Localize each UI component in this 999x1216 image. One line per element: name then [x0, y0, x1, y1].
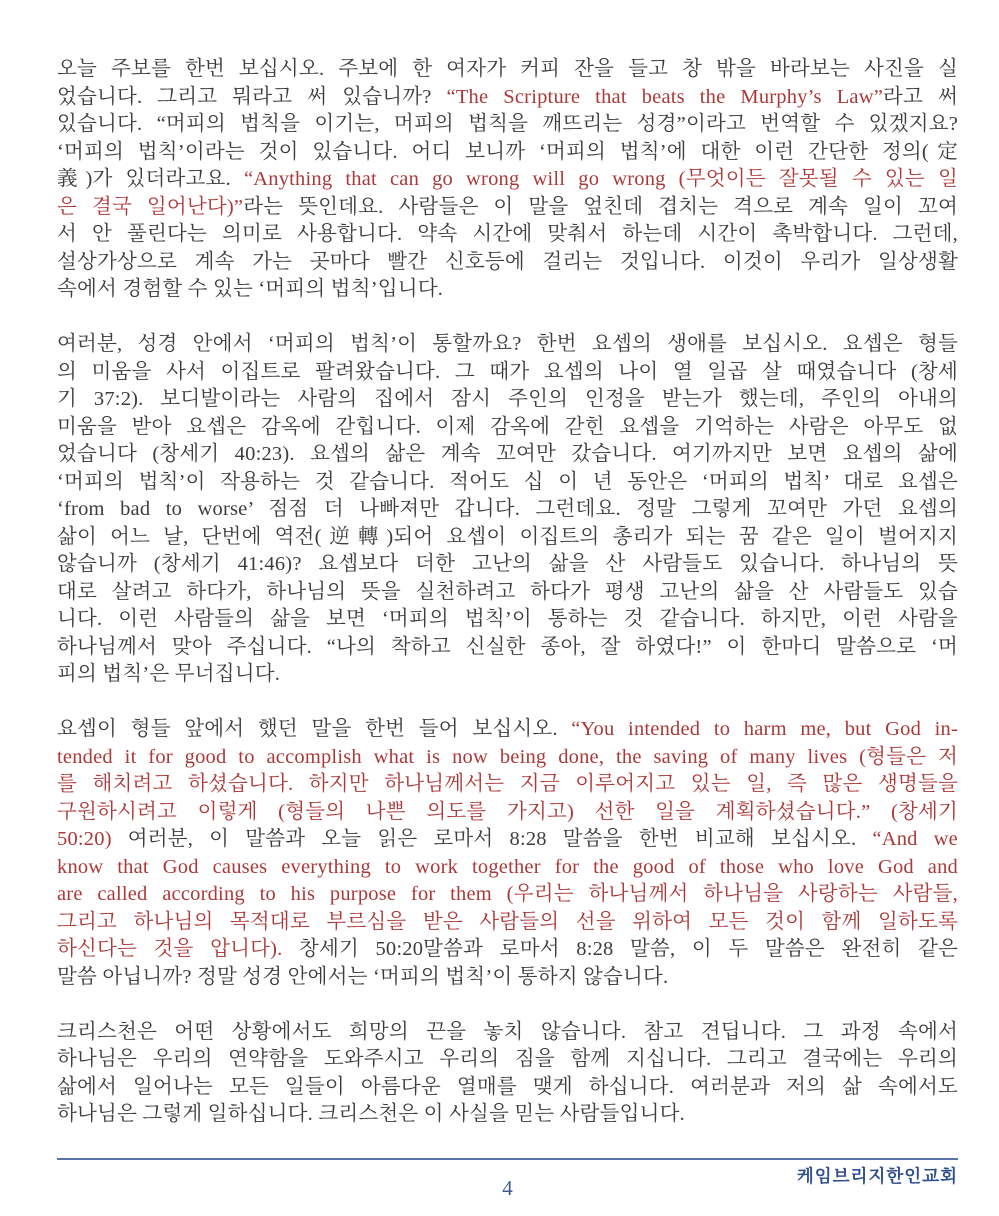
text-run: 있습니다. “머피의 법칙을 이기는, 머피의 법칙을 깨뜨리는 성경”이라고 번역할 수 있겠지요? — [57, 113, 958, 135]
text-run: ‘머피의 법칙’이 작용하는 것 같습니다. 적어도 십 이 년 동안은 ‘머피의 법칙’ 대로 요셉은 — [57, 470, 958, 493]
text-run: 삶에서 일어나는 모든 일들이 아름다운 열매를 맺게 하십니다. 여러분과 저의 삶 속에서도 — [57, 1075, 958, 1098]
text-line — [57, 661, 958, 689]
text-line — [57, 799, 958, 827]
text-line — [57, 276, 958, 304]
text-line — [57, 414, 958, 442]
paragraph — [57, 56, 958, 304]
text-line — [57, 221, 958, 249]
text-run: 하나님은 그렇게 일하십니다. 크리스천은 이 사실을 믿는 사람들입니다. — [57, 1103, 686, 1125]
text-run: 말씀 아닙니까? 정말 성경 안에서는 ‘머피의 법칙’이 통하지 않습니다. — [57, 965, 669, 988]
text-run: 않습니까 (창세기 41:46)? 요셉보다 더한 고난의 삶을 산 사람들도 있습니다. 하나님의 뜻 — [57, 553, 958, 575]
scripture-quote-run: 은 결국 일어난다)” — [57, 195, 244, 218]
text-run: 요셉이 형들 앞에서 했던 말을 한번 들어 보십시오. — [57, 718, 572, 740]
text-line — [57, 84, 958, 112]
scripture-quote-run: “The Scripture that beats the Murphy’s Law” — [446, 85, 884, 108]
text-run: ‘from bad to worse’ 점점 더 나빠져만 갑니다. 그런데요. 정말 그렇게 꼬여만 가던 요셉의 — [57, 498, 958, 520]
text-line — [57, 139, 958, 167]
text-run: 여러분, 성경 안에서 ‘머피의 법칙’이 통할까요? 한번 요셉의 생애를 보십시오. 요셉은 형들 — [57, 333, 958, 355]
page-number: 4 — [502, 1176, 513, 1200]
text-line — [57, 634, 958, 662]
text-line — [57, 56, 958, 84]
text-line — [57, 524, 958, 552]
page-footer — [57, 1158, 958, 1214]
text-run: 오늘 주보를 한번 보십시오. 주보에 한 여자가 커피 잔을 들고 창 밖을 바라보는 사진을 실 — [57, 58, 958, 80]
paragraph — [57, 331, 958, 689]
text-run: 하나님께서 맞아 주십니다. “나의 착하고 신실한 종아, 잘 하였다!” 이 한마디 말씀으로 ‘머 — [57, 635, 958, 658]
text-line — [57, 551, 958, 579]
text-line — [57, 964, 958, 992]
text-run: 었습니다. 그리고 뭐라고 써 있습니까? — [57, 85, 447, 108]
scripture-quote-run: “You intended to harm me, but God in- — [571, 718, 959, 740]
text-line — [57, 496, 958, 524]
text-line — [57, 166, 958, 194]
text-run: 미움을 받아 요셉은 감옥에 갇힙니다. 이제 감옥에 갇힌 요셉을 기억하는 사람은 아무도 없 — [57, 415, 958, 438]
text-run: 대로 살려고 하다가, 하나님의 뜻을 실천하려고 하다가 평생 고난의 삶을 산 사람들도 있습 — [57, 580, 958, 603]
text-line — [57, 469, 958, 497]
scripture-quote-run: 그리고 하나님의 목적대로 부르심을 받은 사람들의 선을 위하여 모든 것이 함께 일하도록 — [57, 910, 958, 933]
text-line — [57, 744, 958, 772]
scripture-quote-run: are called according to his purpose for them (우리는 하나님께서 하나님을 사랑하는 사람들, — [57, 883, 958, 905]
text-line — [57, 1019, 958, 1047]
text-run: 하나님은 우리의 연약함을 도와주시고 우리의 짐을 함께 지십니다. 그리고 결국에는 우리의 — [57, 1048, 958, 1070]
text-run: 라고 써 — [883, 85, 959, 108]
text-line — [57, 386, 958, 414]
scripture-quote-run: know that God causes everything to work together for the good of those who love God and — [57, 855, 958, 878]
scripture-quote-run: 50:20) — [57, 828, 128, 850]
text-line — [57, 441, 958, 469]
text-run: 속에서 경험할 수 있는 ‘머피의 법칙’입니다. — [57, 278, 444, 300]
text-run: 義)가 있더라고요. — [57, 168, 244, 190]
text-line — [57, 771, 958, 799]
scripture-quote-run: tended it for good to accomplish what is now being done, the saving of many lives (형들은 저 — [57, 745, 958, 768]
text-line — [57, 579, 958, 607]
text-run: 창세기 50:20말씀과 로마서 8:28 말씀, 이 두 말씀은 완전히 같은 — [298, 938, 958, 960]
church-name: 케임브리지한인교회 — [796, 1166, 958, 1186]
text-line — [57, 194, 958, 222]
text-run: 설상가상으로 계속 가는 곳마다 빨간 신호등에 걸리는 것입니다. 이것이 우리가 일상생활 — [57, 250, 958, 273]
scripture-quote-run: “And we — [872, 828, 958, 850]
text-run: 크리스천은 어떤 상황에서도 희망의 끈을 놓치 않습니다. 참고 견딥니다. 그 과정 속에서 — [57, 1020, 958, 1043]
text-line — [57, 826, 958, 854]
text-run: 피의 법칙’은 무너집니다. — [57, 663, 281, 685]
text-line — [57, 936, 958, 964]
text-run: 삶이 어느 날, 단번에 역전(逆轉)되어 요셉이 이집트의 총리가 되는 꿈 같은 일이 벌어지지 — [57, 525, 958, 548]
text-line — [57, 1101, 958, 1129]
text-line — [57, 249, 958, 277]
text-line — [57, 881, 958, 909]
text-line — [57, 359, 958, 387]
text-run: 기 37:2). 보디발이라는 사람의 집에서 잠시 주인의 인정을 받는가 했는데, 주인의 아내의 — [57, 388, 958, 410]
text-line — [57, 854, 958, 882]
text-run: 의 미움을 사서 이집트로 팔려왔습니다. 그 때가 요셉의 나이 열 일곱 살 때였습니다 (창세 — [57, 360, 958, 383]
text-line — [57, 1074, 958, 1102]
paragraph — [57, 716, 958, 991]
paragraph — [57, 1019, 958, 1129]
text-run: 니다. 이런 사람들의 삶을 보면 ‘머피의 법칙’이 통하는 것 같습니다. 하지만, 이런 사람을 — [57, 608, 958, 630]
text-line — [57, 716, 958, 744]
sermon-body — [57, 56, 958, 1156]
text-run: 라는 뜻인데요. 사람들은 이 말을 엎친데 겹치는 격으로 계속 일이 꼬여 — [243, 195, 958, 218]
scripture-quote-run: 를 해치려고 하셨습니다. 하지만 하나님께서는 지금 이루어지고 있는 일, 즉 많은 생명들을 — [57, 773, 958, 795]
scripture-quote-run: 구원하시려고 이렇게 (형들의 나쁜 의도를 가지고) 선한 일을 계획하셨습니다.” (창세기 — [57, 800, 958, 823]
text-run: 여러분, 이 말씀과 오늘 읽은 로마서 8:28 말씀을 한번 비교해 보십시오. — [127, 828, 873, 850]
text-line — [57, 1046, 958, 1074]
text-line — [57, 331, 958, 359]
scripture-quote-run: “Anything that can go wrong will go wrong (무엇이든 잘못될 수 있는 일 — [243, 168, 958, 190]
footer-divider — [57, 1158, 958, 1160]
text-run: 었습니다 (창세기 40:23). 요셉의 삶은 계속 꼬여만 갔습니다. 여기까지만 보면 요셉의 삶에 — [57, 443, 958, 465]
text-run: ‘머피의 법칙’이라는 것이 있습니다. 어디 보니까 ‘머피의 법칙’에 대한 이런 간단한 정의(定 — [57, 140, 958, 163]
text-line — [57, 606, 958, 634]
text-run: 서 안 풀린다는 의미로 사용합니다. 약속 시간에 맞춰서 하는데 시간이 촉박합니다. 그런데, — [57, 223, 958, 245]
text-line — [57, 111, 958, 139]
text-line — [57, 909, 958, 937]
scripture-quote-run: 하신다는 것을 압니다). — [57, 938, 299, 960]
